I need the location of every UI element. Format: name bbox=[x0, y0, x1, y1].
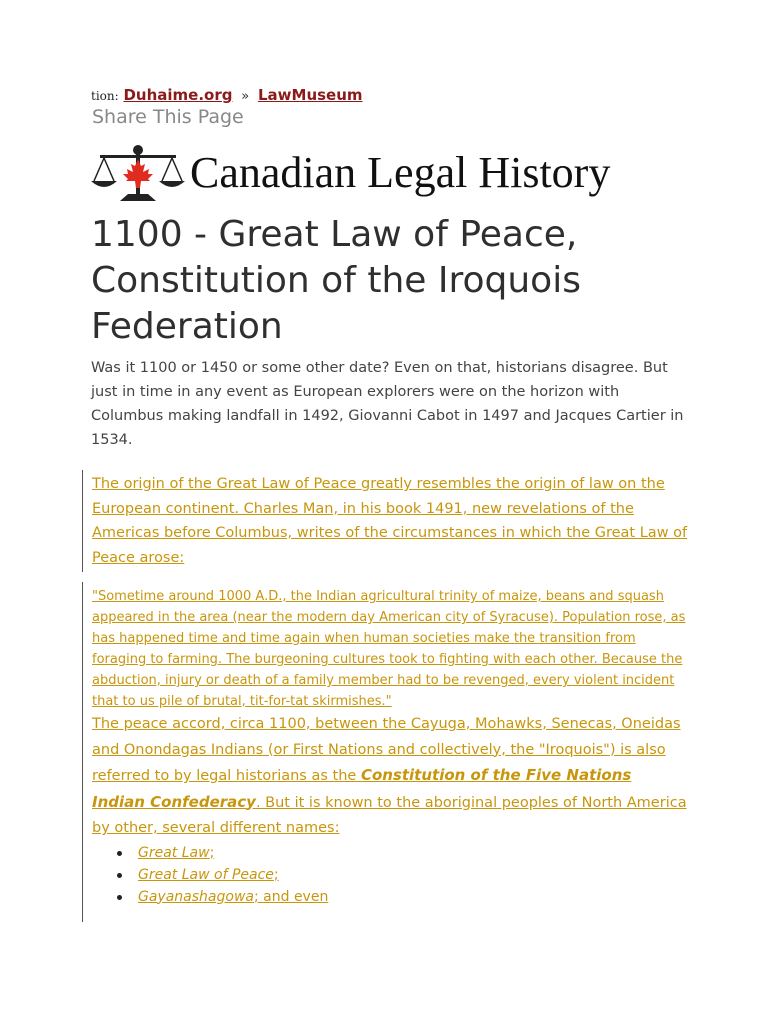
mann-quote-text[interactable]: "Sometime around 1000 A.D., the Indian agricultural trinity of maize, beans and squash appeared in the area (near the modern day American city of Syracuse). Population rose, as has happened time and time again when human societies make the transition from foraging to farming. The burgeoning cultures took to fighting with each other. Because the abduction, injury or death of a family member had to be revenged, every violent incident that to us pile of brutal, tit-for-tat skirmishes." bbox=[92, 589, 686, 709]
lawmuseum-link[interactable]: LawMuseum bbox=[257, 86, 363, 104]
breadcrumb-separator: » bbox=[241, 89, 250, 104]
confederacy-name: Constitution of the Five Nations Indian Confederacy bbox=[92, 766, 632, 811]
duhaime-link[interactable]: Duhaime.org bbox=[123, 86, 233, 104]
quote-block-mann bbox=[82, 582, 688, 922]
list-item-name: Great Law bbox=[138, 844, 210, 861]
scales-with-maple-leaf-icon bbox=[90, 141, 186, 205]
peace-accord-text-start: The peace accord, circa 1100, between the Cayuga, Mohawks, Senecas, Oneidas and Onondagas Indians (or First Nations and collectively, the "Iroquois") is also referred to by legal historians as the bbox=[92, 716, 681, 784]
list-item-suffix: ; and even bbox=[253, 888, 329, 905]
banner bbox=[90, 141, 690, 205]
intro-paragraph: Was it 1100 or 1450 or some other date? Even on that, historians disagree. But just in time in any event as European explorers were on the horizon with Columbus making landfall in 1492, Giovanni Cabot in 1497 and Jacques Cartier in 1534. bbox=[91, 360, 684, 448]
list-item-name: Gayanashagowa bbox=[138, 888, 254, 905]
list-item[interactable] bbox=[138, 842, 688, 864]
list-item-suffix: ; bbox=[209, 844, 215, 861]
breadcrumb-prefix: tion: bbox=[91, 89, 119, 103]
page-title: 1100 - Great Law of Peace, Constitution of the Iroquois Federation bbox=[91, 214, 581, 347]
quote-origin-text[interactable]: The origin of the Great Law of Peace greatly resembles the origin of law on the European continent. Charles Man, in his book 1491, new revelations of the Americas before Columbus, writes of the circumstances in which the Great Law of Peace arose: bbox=[92, 476, 688, 566]
list-item[interactable] bbox=[138, 886, 688, 908]
peace-accord-text-end: . But it is known to the aboriginal peoples of North America by other, several different names: bbox=[92, 794, 687, 836]
banner-title: Canadian Legal History bbox=[190, 148, 611, 197]
list-item[interactable] bbox=[138, 864, 688, 886]
list-item-name: Great Law of Peace bbox=[138, 866, 274, 883]
share-this-page[interactable]: Share This Page bbox=[92, 106, 244, 128]
list-item-suffix: ; bbox=[273, 866, 279, 883]
names-list bbox=[92, 842, 688, 908]
breadcrumb bbox=[91, 86, 363, 106]
quote-block-origin bbox=[82, 470, 688, 572]
peace-accord-paragraph[interactable] bbox=[92, 712, 688, 842]
